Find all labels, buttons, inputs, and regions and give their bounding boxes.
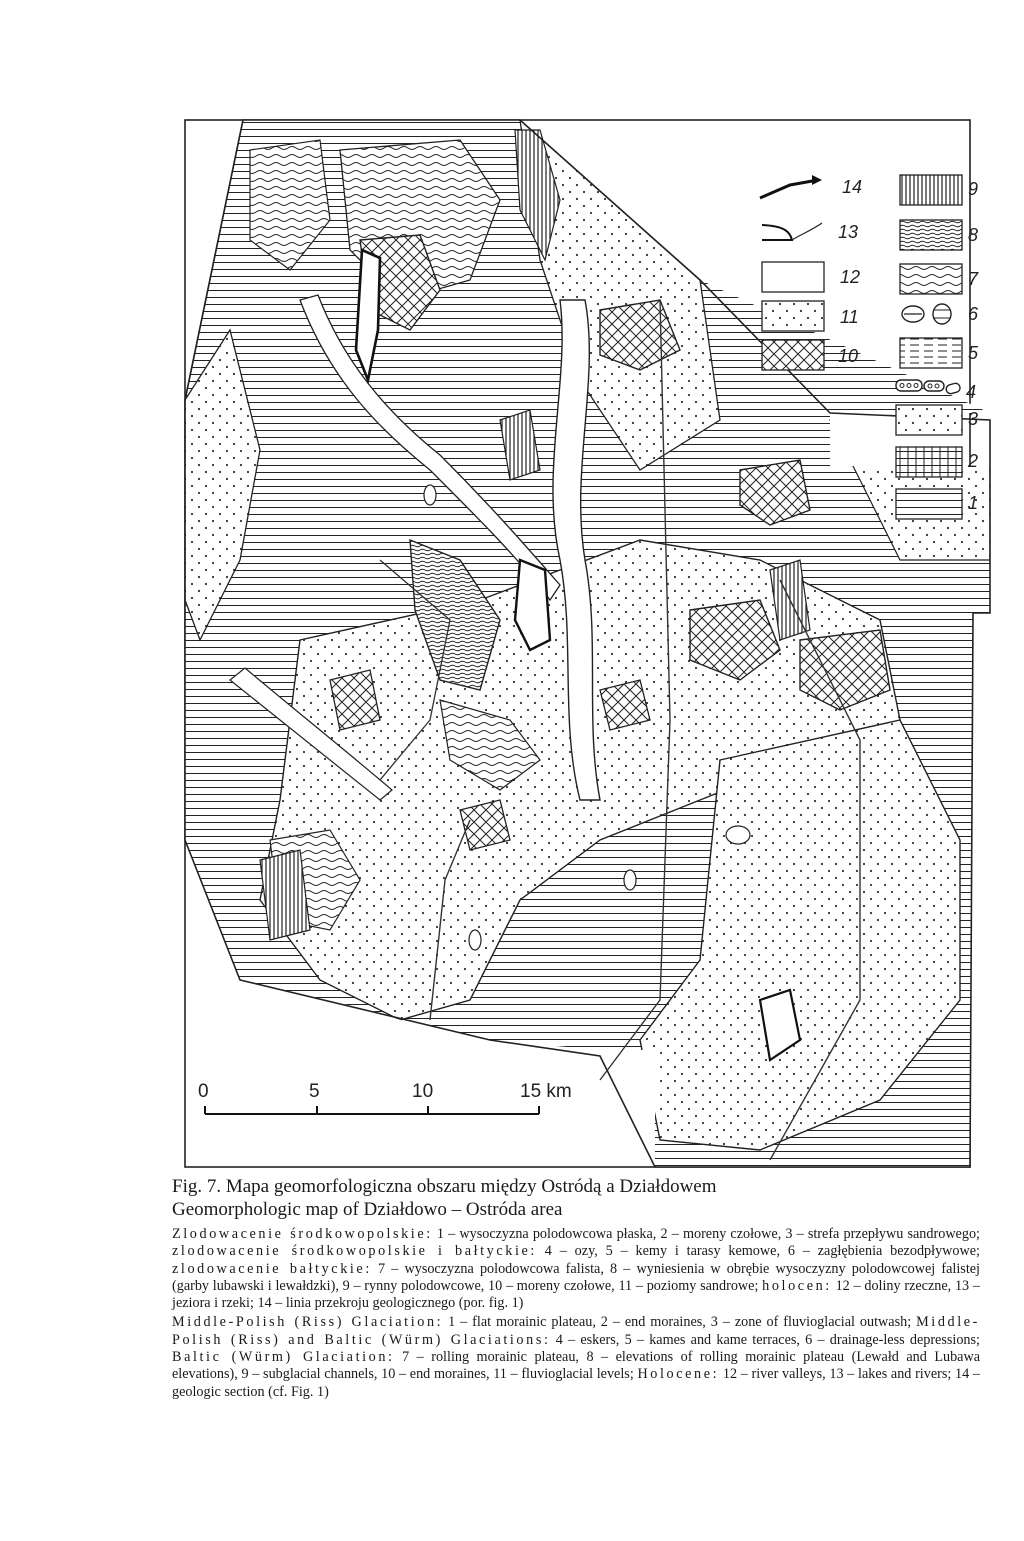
moraine-6 bbox=[600, 680, 650, 730]
svg-text:7: 7 bbox=[968, 269, 979, 289]
legend-item-10 bbox=[762, 340, 858, 370]
pl-head-1: Zlodowacenie środkowopolskie: bbox=[172, 1226, 433, 1242]
svg-text:1: 1 bbox=[968, 493, 979, 513]
svg-text:12: 12 bbox=[840, 267, 861, 287]
legend-item-13 bbox=[762, 222, 858, 242]
legend-item-8 bbox=[900, 220, 978, 250]
svg-text:5: 5 bbox=[309, 1081, 320, 1102]
scale-bar bbox=[198, 1081, 572, 1114]
legend-item-11 bbox=[762, 301, 859, 331]
pl-head-4: holocen: bbox=[762, 1277, 832, 1294]
svg-text:6: 6 bbox=[968, 304, 979, 324]
legend-item-14 bbox=[760, 175, 862, 198]
svg-text:13: 13 bbox=[838, 222, 859, 242]
svg-text:2: 2 bbox=[968, 451, 979, 471]
svg-text:15 km: 15 km bbox=[520, 1081, 572, 1102]
en-head-3: Baltic (Würm) Glaciation: bbox=[172, 1349, 395, 1366]
svg-text:10: 10 bbox=[838, 346, 859, 366]
svg-text:9: 9 bbox=[968, 179, 979, 199]
legend-item-12 bbox=[762, 262, 860, 292]
svg-text:3: 3 bbox=[968, 409, 979, 429]
svg-text:4: 4 bbox=[966, 382, 977, 402]
map-area bbox=[185, 120, 990, 1167]
en-head-2: Middle-Polish (Riss) and Baltic (Würm) Glaciations: bbox=[172, 1314, 980, 1348]
svg-text:5: 5 bbox=[968, 343, 979, 363]
description-polish: Zlodowacenie środkowopolskie: 1 – wysoczyzna polodowcowa płaska, 2 – moreny czołowe, 3 – strefa przepływu sandrowego; zlodowacenie środkowopolskie i bałtyckie: 4 – ozy, 5 – kemy i tarasy kemowe, 6 – zagłębienia bezodpływowe; zlodowacenie bałtyckie: 7 – wysoczyzna polodowcowa falista, 8 – wyniesienia w obrębie wysoczyzny polodowcowej falistej (garby lubawski i lewałdzki), 9 – rynny polodowcowe, 10 – moreny czołowe, 11 – poziomy sandrowe; holocen: 12 – doliny rzeczne, 13 – jeziora i rzeki; 14 – linia przekroju geologicznego (por. fig. 1) bbox=[172, 1226, 980, 1312]
legend-item-5 bbox=[900, 338, 979, 368]
figure-description bbox=[172, 1226, 980, 1403]
figure-title-en: Geomorphologic map of Działdowo – Ostróda area bbox=[172, 1199, 563, 1220]
figure-title-pl: Fig. 7. Mapa geomorfologiczna obszaru między Ostródą a Działdowem bbox=[172, 1176, 717, 1197]
description-english: Middle-Polish (Riss) Glaciation: 1 – flat morainic plateau, 2 – end moraines, 3 – zone of fluvioglacial outwash; Middle-Polish (Riss) and Baltic (Würm) Glaciations: 4 – eskers, 5 – kames and kame terraces, 6 – drainage-less depressions; Baltic (Würm) Glaciation: 7 – rolling morainic plateau, 8 – elevations of rolling morainic plateau (Lewałd and Lubawa elevations), 9 – subglacial channels, 10 – end moraines, 11 – fluvioglacial levels; Holocene: 12 – river valleys, 13 – lakes and rivers; 14 – geologic section (cf. Fig. 1) bbox=[172, 1314, 981, 1400]
legend-item-7 bbox=[900, 264, 979, 294]
legend-item-9 bbox=[900, 175, 978, 205]
svg-text:8: 8 bbox=[968, 225, 979, 245]
en-head-4: Holocene: bbox=[637, 1366, 720, 1383]
legend-item-6 bbox=[902, 304, 979, 324]
svg-text:10: 10 bbox=[412, 1081, 434, 1102]
svg-text:0: 0 bbox=[198, 1081, 209, 1102]
svg-text:11: 11 bbox=[840, 307, 859, 327]
pl-head-2: zlodowacenie środkowopolskie i bałtyckie: bbox=[172, 1243, 537, 1260]
svg-text:14: 14 bbox=[842, 177, 863, 197]
en-head-1: Middle-Polish (Riss) Glaciation: bbox=[172, 1314, 444, 1331]
pl-head-3: zlodowacenie bałtyckie: bbox=[172, 1260, 372, 1277]
